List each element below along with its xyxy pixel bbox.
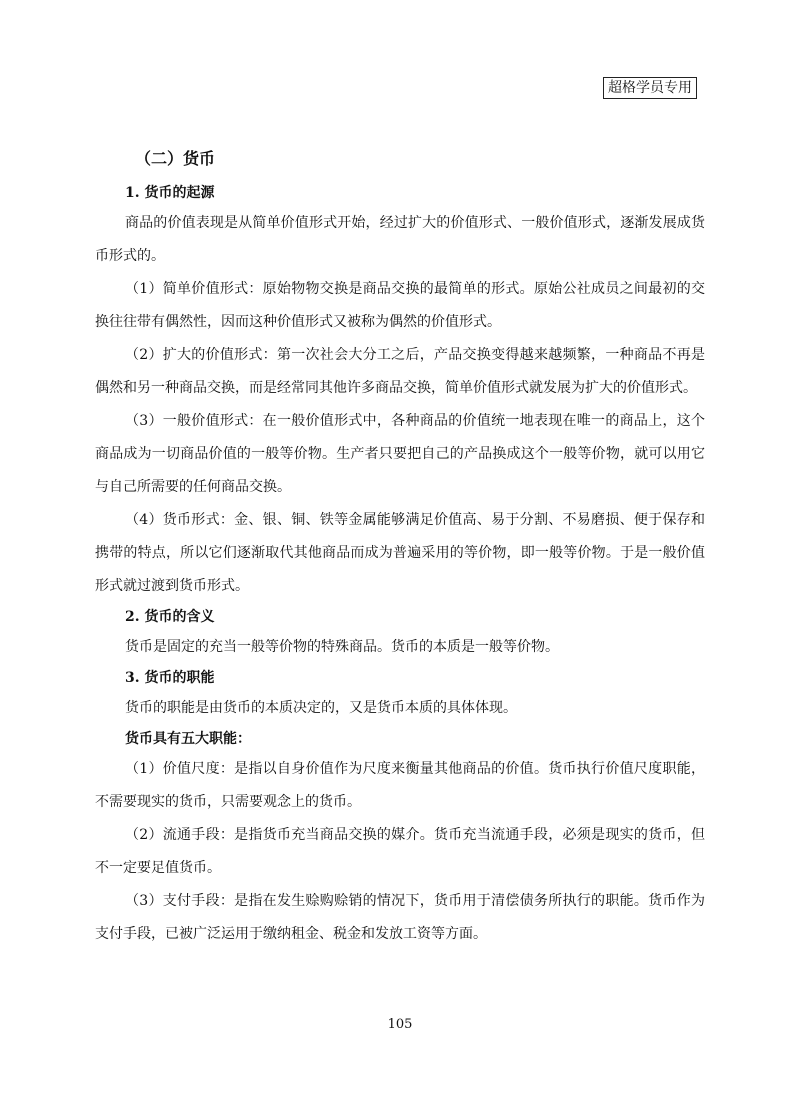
subsection-heading-origin: 1. 货币的起源 <box>125 185 215 201</box>
paragraph: 货币的职能是由货币的本质决定的，又是货币本质的具体体现。 <box>125 700 517 716</box>
paragraph: （2）扩大的价值形式：第一次社会大分工之后，产品交换变得越来越频繁，一种商品不再是偶然和另一种商品交换，而是经常同其他许多商品交换，简单价值形式就发展为扩大的价值形式。 <box>95 347 705 396</box>
paragraph: （1）简单价值形式：原始物物交换是商品交换的最简单的形式。原始公社成员之间最初的交换往往带有偶然性，因而这种价值形式又被称为偶然的价值形式。 <box>95 281 705 330</box>
paragraph: （4）货币形式：金、银、铜、铁等金属能够满足价值高、易于分割、不易磨损、便于保存和携带的特点，所以它们逐渐取代其他商品而成为普遍采用的等价物，即一般等价物。于是一般价值形式就过渡到货币形式。 <box>95 512 705 594</box>
paragraph: （3）一般价值形式：在一般价值形式中，各种商品的价值统一地表现在唯一的商品上，这个商品成为一切商品价值的一般等价物。生产者只要把自己的产品换成这个一般等价物，就可以用它与自己所需要的任何商品交换。 <box>95 413 705 495</box>
page-content <box>95 145 705 951</box>
functions-lead: 货币具有五大职能： <box>125 731 251 747</box>
paragraph: （1）价值尺度：是指以自身价值作为尺度来衡量其他商品的价值。货币执行价值尺度职能，不需要现实的货币，只需要观念上的货币。 <box>95 761 705 810</box>
exclusive-stamp: 超格学员专用 <box>603 77 697 99</box>
subsection-heading-meaning: 2. 货币的含义 <box>125 609 215 625</box>
section-title: （二）货币 <box>135 149 216 168</box>
paragraph: 商品的价值表现是从简单价值形式开始，经过扩大的价值形式、一般价值形式，逐渐发展成货币形式的。 <box>95 215 705 264</box>
paragraph: （2）流通手段：是指货币充当商品交换的媒介。货币充当流通手段，必须是现实的货币，但不一定要足值货币。 <box>95 827 705 876</box>
paragraph: 货币是固定的充当一般等价物的特殊商品。货币的本质是一般等价物。 <box>125 639 559 655</box>
subsection-heading-functions: 3. 货币的职能 <box>125 670 215 686</box>
page-number: 105 <box>387 1017 413 1032</box>
paragraph: （3）支付手段：是指在发生赊购赊销的情况下，货币用于清偿债务所执行的职能。货币作为支付手段，已被广泛运用于缴纳租金、税金和发放工资等方面。 <box>95 893 705 942</box>
